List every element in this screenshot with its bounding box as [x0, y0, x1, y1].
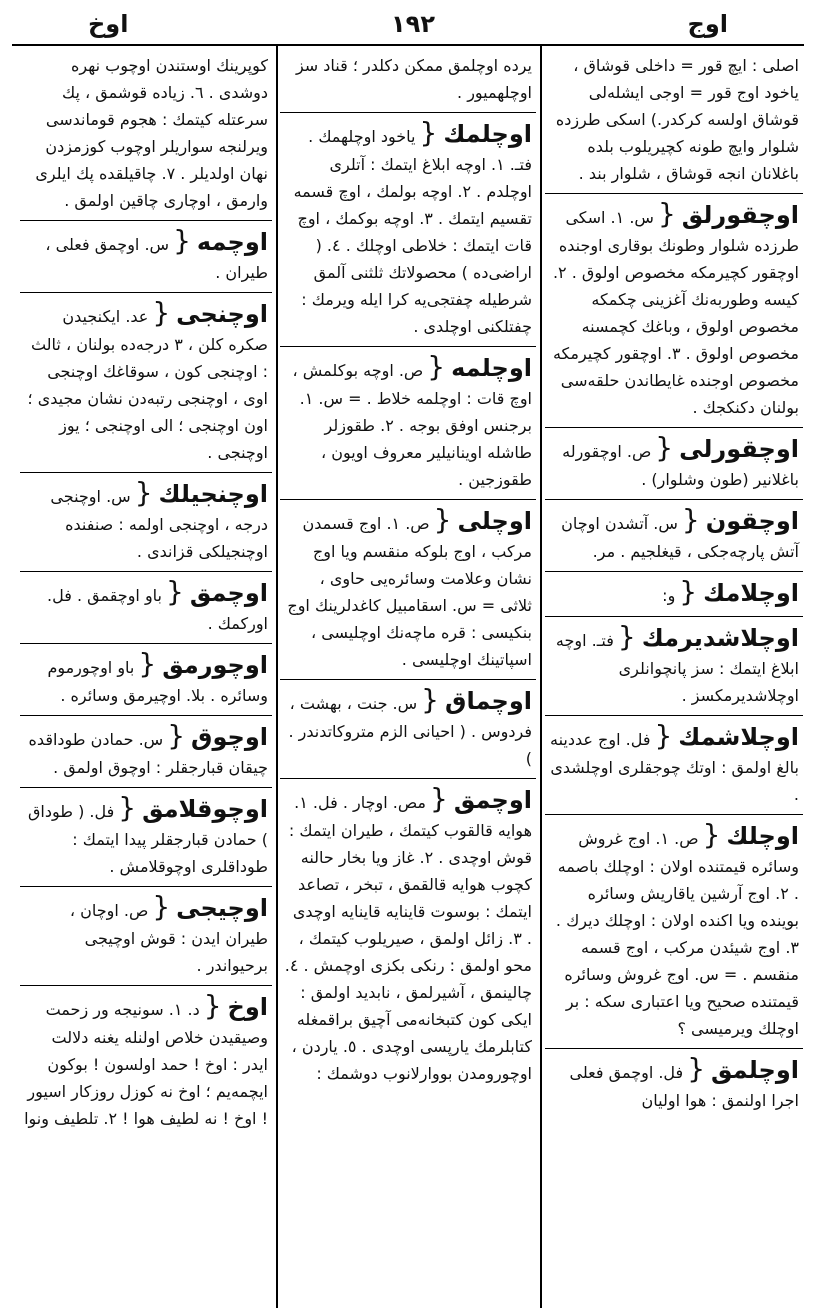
dictionary-entry [545, 504, 803, 572]
header-catchword-right: اوج [687, 10, 728, 38]
dictionary-entry [20, 52, 272, 221]
dictionary-entry [545, 576, 803, 617]
brace-mark: { [203, 989, 222, 1022]
dictionary-entry [20, 477, 272, 572]
brace-mark: { [430, 782, 448, 815]
header-catchword-left: اوخ [88, 10, 129, 38]
dictionary-entry [20, 720, 272, 788]
brace-mark: { [427, 350, 446, 383]
entry-definition: س. اوچنجى درجه ، اوچنجى اولمه : صنفنده اوچنجيلكى قزاندى . [50, 487, 268, 561]
entry-definition: باو اوچقمق . فل. اوركمك . [47, 586, 268, 633]
entry-definition: ص. اوچان ، طيران ايدن : قوش اوچيجى برحيواندر . [69, 901, 268, 975]
entry-headword: اوچوق [191, 723, 268, 751]
brace-mark: { [702, 818, 721, 851]
dictionary-entry [20, 225, 272, 293]
entry-headword: اوچلى [457, 507, 532, 535]
column-divider-left [276, 46, 278, 1308]
dictionary-entry [280, 783, 536, 1093]
entry-definition: كوپرينك اوستندن اوچوب نهره دوشدى . ٦. زياده قوشمق ، پك سرعتله كيتمك : هجوم قوماندسى ويرلنجه سواريلر اوچوب كوزمزدن نهان اولديلر . ٧. چاقيلقده پك ايلرى وارمق ، اوچارى چاقين اولمق . [35, 56, 268, 210]
entry-definition: ص. ١. اوج غروش وسائره قيمتنده اولان : اوچلك باصمه . ٢. اوج آرشين ياقاريش وسائره بوينده ويا اكنده اولان : اوچلك ديرك . ٣. اوج شيئدن مركب ، اوج قسمه منقسم . = س. اوج غروش وسائره قيمتنده صحيح ويا اعتبارى سكه : بر اوچلك ويرميسى ؟ [555, 829, 799, 1038]
dictionary-entry [280, 351, 536, 500]
entry-definition: س. ١. اسكى طرزده شلوار وطونك بوقارى اوجنده اوچقور كچيرمكه مخصوص اولوق . ٢. كيسه وطوربه‌نك آغزينى چكمكه مخصوص اولوق ، وباغك كچمسنه مخصوص اولوق . ٣. اوچقور كچيرمكه مخصوص اوجنده غايطاندن حلقه‌سى بولنان دكنكجك . [552, 208, 799, 417]
entry-definition: ياخود اوچلهمك . فتـ. ١. اوچه ابلاغ ايتمك : آتلرى اوچلدم . ٢. اوچه بولمك ، اوچ قسمه تقسيم ايتمك . ٣. اوچه بوكمك ، اوچ قات ايتمك : خلاطى اوچلك . ٤. ( اراضى‌ده ) محصولاتك ثلثنى آلمق شرطيله چفتجى‌يه كرا ايله ويرمك : چفتلكنى اوچلدى . [293, 127, 532, 336]
dictionary-entry [280, 504, 536, 680]
dictionary-entry [280, 52, 536, 113]
dictionary-entry [20, 990, 272, 1138]
entry-headword: اوچوقلامق [142, 795, 268, 823]
dictionary-entry [545, 52, 803, 194]
page-header [18, 8, 808, 42]
dictionary-entry [545, 1053, 803, 1120]
entry-definition: ص. ١. اوج قسمدن مركب ، اوج بلوكه منقسم ويا اوج نشان وعلامت وسائره‌يى حاوى ، ثلاثى = س. اسقامبيل كاغدلرينك اوج بنكيسى : قره ماچه‌نك اوچليسى ، اسپاتينك اوچليسى . [287, 514, 532, 669]
dictionary-entry [545, 198, 803, 428]
dictionary-column-right [545, 52, 803, 1302]
dictionary-entry [545, 720, 803, 815]
entry-headword: اوچلامك [703, 579, 799, 607]
entry-headword: اوچلمه [451, 354, 532, 382]
brace-mark: { [152, 296, 171, 329]
entry-definition: و: [662, 586, 676, 605]
entry-headword: اوچقون [705, 507, 799, 535]
brace-mark: { [433, 503, 452, 536]
brace-mark: { [681, 503, 700, 536]
entry-headword: اوچلمك [443, 120, 532, 148]
entry-headword: اوچلمق [711, 1056, 799, 1084]
entry-definition: يرده اوچلمق ممكن دكلدر ؛ قناد سز اوچلهميور . [295, 56, 532, 102]
entry-headword: اوخ [227, 993, 268, 1021]
entry-definition: س. اوچمق فعلى ، طيران . [45, 235, 268, 282]
brace-mark: { [173, 224, 191, 257]
entry-headword: اوچيجى [176, 894, 268, 922]
entry-definition: ص. اوچقورله باغلانير (طون وشلوار) . [562, 442, 799, 489]
entry-definition: س. جنت ، بهشت ، فردوس . ( احيانى الزم متروكاتدندر . ) [288, 694, 532, 768]
entry-headword: اوچنجى [176, 300, 268, 328]
brace-mark: { [655, 431, 674, 464]
column-divider-right [540, 46, 542, 1308]
entry-headword: اوچمه [196, 228, 268, 256]
brace-mark: { [657, 197, 676, 230]
entry-definition: عد. ايكنجيدن صكره كلن ، ٣ درجه‌ده بولنان ، ثالث : اوچنجى كون ، سوقاغك اوچنجى اوى ، اوچنجى رتبه‌دن نشان مجيدى ؛ اون اوچنجى ؛ الى اوچنجى ؛ يوز اوچنجى . [27, 307, 268, 462]
dictionary-entry [280, 684, 536, 779]
entry-headword: اوچلاشديرمك [641, 624, 799, 652]
dictionary-entry [545, 819, 803, 1049]
brace-mark: { [687, 1052, 706, 1085]
dictionary-entry [280, 117, 536, 347]
entry-headword: اوچمق [189, 579, 268, 607]
dictionary-entry [20, 792, 272, 887]
brace-mark: { [654, 719, 673, 752]
brace-mark: { [134, 476, 153, 509]
entry-headword: اوچماق [445, 687, 532, 715]
brace-mark: { [617, 620, 636, 653]
entry-definition: فتـ. اوچه ابلاغ ايتمك : سز پانچوانلرى اوچلاشديرمكسز . [555, 631, 799, 705]
brace-mark: { [167, 719, 186, 752]
entry-headword: اوچقورلى [679, 435, 799, 463]
entry-definition: باو اوچورموم وسائره . بلا. اوچيرمق وسائره . [47, 658, 268, 705]
entry-definition: اصلى : ايچ قور = داخلى قوشاق ، ياخود اوج قور = اوجى ايشله‌لى قوشاق اولسه كركدر.) اسكى طرزده شلوار وايچ طونه كچيريلوب بلده باغلانان انجه قوشاق ، شلوار بند . [555, 56, 799, 183]
dictionary-column-middle [280, 52, 536, 1302]
brace-mark: { [138, 647, 157, 680]
brace-mark: { [679, 575, 698, 608]
dictionary-entry [20, 297, 272, 473]
entry-headword: اوچقورلق [681, 201, 799, 229]
entry-definition: س. حمادن طوداقده چيقان قبارجقلر : اوچوق اولمق . [28, 730, 268, 777]
entry-definition: فل. اوچمق فعلى اجرا اولنمق : هوا اوليان [569, 1063, 799, 1110]
page-number: ١٩٢ [391, 10, 435, 38]
entry-headword: اوچلك [726, 822, 799, 850]
entry-definition: فل. اوج عددينه بالغ اولمق : اوتك چوجقلرى اوچلشدى . [550, 730, 799, 804]
dictionary-entry [20, 576, 272, 644]
entry-headword: اوچنجيلك [158, 480, 268, 508]
brace-mark: { [152, 890, 171, 923]
brace-mark: { [118, 791, 137, 824]
entry-definition: د. ١. سونيجه ور زحمت وصيقيدن خلاص اولنله يغنه دلالت ايدر : اوخ ! حمد اولسون ! بوكون ايچمه‌يم ؛ اوخ نه كوزل روزكار اسيور ! اوخ ! نه لطيف هوا ! ٢. تلطيف ونوا [24, 1000, 268, 1128]
entry-definition: مص. اوچار . فل. ١. هوايه قالقوب كيتمك ، طيران ايتمك : قوش اوچدى . ٢. غاز ويا بخار حالنه كچوب هوايه قالقمق ، تبخر ، تصاعد ايتمك : بوسوت قاينايه قاينايه اوچدى . ٣. زائل اولمق ، صيريلوب كيتمك ، محو اولمق : رنكى بكزى اوچمش . ٤. چالينمق ، آشيرلمق ، نابديد اولمق : ايكى كون كتبخانه‌مى آچيق براقمغله كتابلرمك يارپسى اوچدى . ٥. ياردن ، اوچورومدن بووارلانوب دوشمك : [284, 793, 532, 1083]
entry-headword: اوچمق [453, 786, 532, 814]
entry-headword: اوچلاشمك [678, 723, 799, 751]
brace-mark: { [421, 683, 439, 716]
header-rule [12, 44, 804, 46]
entry-headword: اوچورمق [162, 651, 268, 679]
entry-definition: فل. ( طوداق ) حمادن قبارجقلر پيدا ايتمك : طوداقلرى اوچوقلامش . [28, 802, 268, 876]
dictionary-entry [20, 648, 272, 716]
dictionary-entry [545, 432, 803, 500]
brace-mark: { [419, 116, 438, 149]
dictionary-entry [20, 891, 272, 986]
entry-definition: س. آتشدن اوچان آتش پارچه‌جكى ، قيغلجيم . مر. [561, 514, 799, 561]
dictionary-column-left [20, 52, 272, 1302]
brace-mark: { [166, 575, 184, 608]
dictionary-entry [545, 621, 803, 716]
entry-definition: ص. اوچه بوكلمش ، اوچ قات : اوچلمه خلاط . = س. ١. برجنس اوفق بوجه . ٢. طقوزلر طاشله اوينانيلير معروف اويون ، طقوزجين . [292, 361, 532, 489]
